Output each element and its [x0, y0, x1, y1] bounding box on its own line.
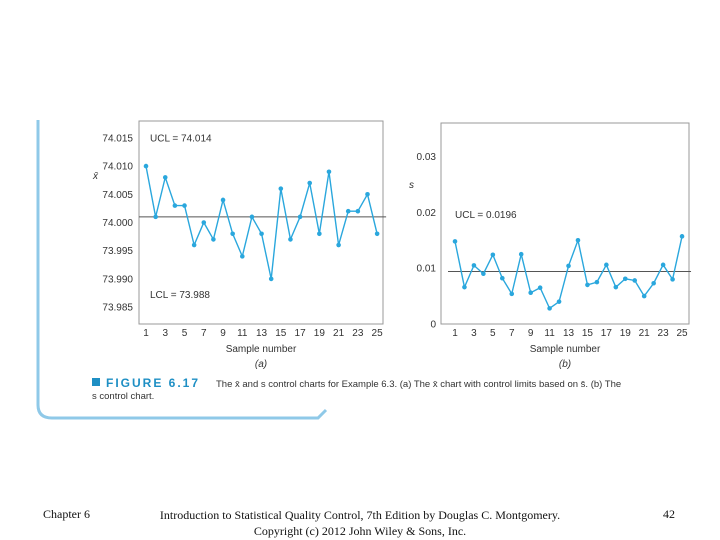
x-tick-label: 7	[508, 328, 515, 339]
data-point	[623, 276, 628, 281]
data-point	[481, 271, 486, 276]
x-tick-label: 13	[255, 328, 268, 339]
y-tick-label: 0	[430, 319, 436, 331]
data-point	[557, 299, 562, 304]
data-point	[346, 209, 351, 214]
x-tick-label: 17	[294, 328, 306, 339]
y-tick-label: 0.02	[416, 207, 436, 219]
data-point	[259, 231, 264, 236]
x-axis-label: Sample number	[529, 344, 601, 355]
data-point	[250, 215, 255, 220]
panel-label: (a)	[254, 359, 268, 370]
data-point	[604, 263, 609, 268]
x-tick-label: 23	[657, 328, 669, 339]
x-tick-label: 11	[237, 328, 248, 339]
x-tick-label: 19	[619, 328, 631, 339]
data-point	[547, 306, 552, 311]
data-point	[163, 175, 168, 180]
y-tick-label: 74.005	[102, 189, 133, 201]
data-point	[614, 285, 619, 290]
footer-citation-line-1: Introduction to Statistical Quality Control, 7th Edition by Douglas C. Montgomery.	[159, 508, 561, 522]
y-tick-label: 73.990	[102, 274, 133, 286]
data-point	[670, 277, 675, 282]
data-point	[192, 243, 197, 248]
caption-line-1: The x̄ and s control charts for Example 6.3. (a) The x̄ chart with control limits based on s̄. (b) The	[216, 379, 622, 390]
x-tick-label: 15	[275, 328, 287, 339]
x-tick-label: 13	[562, 328, 575, 339]
data-point	[298, 215, 303, 220]
data-point	[144, 164, 149, 169]
y-axis-label: x̄	[93, 171, 98, 182]
footer-page-number: 42	[663, 507, 675, 521]
data-point	[317, 231, 322, 236]
data-point	[327, 169, 332, 174]
data-point	[651, 281, 656, 286]
data-point	[453, 239, 458, 244]
x-tick-label: 5	[490, 328, 496, 339]
x-tick-label: 3	[162, 328, 169, 339]
data-point	[269, 277, 274, 282]
data-point	[153, 215, 158, 220]
data-point	[519, 252, 524, 257]
data-point	[538, 285, 543, 290]
x-tick-label: 25	[371, 328, 383, 339]
data-point	[472, 263, 477, 268]
data-point	[585, 283, 590, 288]
data-point	[336, 243, 341, 248]
data-point	[182, 203, 187, 208]
x-tick-label: 15	[581, 328, 594, 339]
data-point	[528, 290, 533, 295]
data-point	[680, 234, 685, 239]
x-tick-label: 21	[333, 328, 345, 339]
footer-citation-line-2: Copyright (c) 2012 John Wiley & Sons, Inc.	[253, 524, 467, 538]
data-point	[375, 231, 380, 236]
data-point	[240, 254, 245, 259]
data-point	[356, 209, 361, 214]
caption-line-2: s control chart.	[92, 391, 155, 402]
data-point	[491, 252, 496, 257]
data-point	[642, 294, 647, 299]
figure-label: FIGURE 6.17	[106, 376, 201, 390]
data-point	[173, 203, 178, 208]
x-tick-label: 3	[471, 328, 477, 339]
x-tick-label: 21	[638, 328, 650, 339]
x-tick-label: 9	[220, 328, 226, 339]
y-tick-label: 0.03	[416, 152, 436, 163]
lcl-label: LCL = 73.988	[150, 290, 210, 302]
data-point	[307, 181, 312, 186]
data-point	[221, 198, 226, 203]
data-point	[279, 186, 284, 191]
data-point	[576, 238, 581, 243]
y-tick-label: 73.995	[102, 246, 133, 258]
x-tick-label: 25	[676, 328, 688, 339]
data-point	[509, 292, 514, 297]
footer-citation	[150, 507, 570, 539]
data-point	[288, 237, 293, 242]
x-tick-label: 7	[200, 328, 207, 339]
x-tick-label: 9	[527, 328, 534, 339]
x-tick-label: 1	[143, 328, 149, 339]
figure-label-square	[92, 378, 100, 386]
panel-label: (b)	[558, 359, 572, 370]
chart-b-frame	[441, 123, 689, 324]
y-tick-label: 0.01	[416, 263, 436, 275]
y-tick-label: 74.000	[102, 218, 133, 229]
data-point	[201, 220, 206, 225]
y-axis-label: s	[409, 180, 414, 191]
data-point	[211, 237, 216, 242]
data-point	[230, 231, 235, 236]
ucl-label: UCL = 74.014	[150, 133, 212, 145]
y-tick-label: 73.985	[102, 302, 133, 314]
data-point	[661, 263, 666, 268]
footer-chapter: Chapter 6	[43, 507, 90, 521]
data-point	[365, 192, 370, 197]
x-tick-label: 11	[544, 328, 555, 339]
x-tick-label: 19	[313, 328, 325, 339]
x-tick-label: 17	[600, 328, 612, 339]
x-axis-label: Sample number	[225, 344, 297, 355]
y-tick-label: 74.015	[102, 133, 133, 145]
x-tick-label: 1	[452, 328, 458, 339]
data-point	[462, 285, 467, 290]
ucl-label: UCL = 0.0196	[455, 210, 517, 222]
data-point	[595, 280, 600, 285]
x-tick-label: 5	[181, 328, 188, 339]
data-point	[632, 278, 637, 283]
data-point	[500, 276, 505, 281]
data-point	[566, 264, 571, 269]
y-tick-label: 74.010	[102, 161, 133, 173]
x-tick-label: 23	[352, 328, 364, 339]
